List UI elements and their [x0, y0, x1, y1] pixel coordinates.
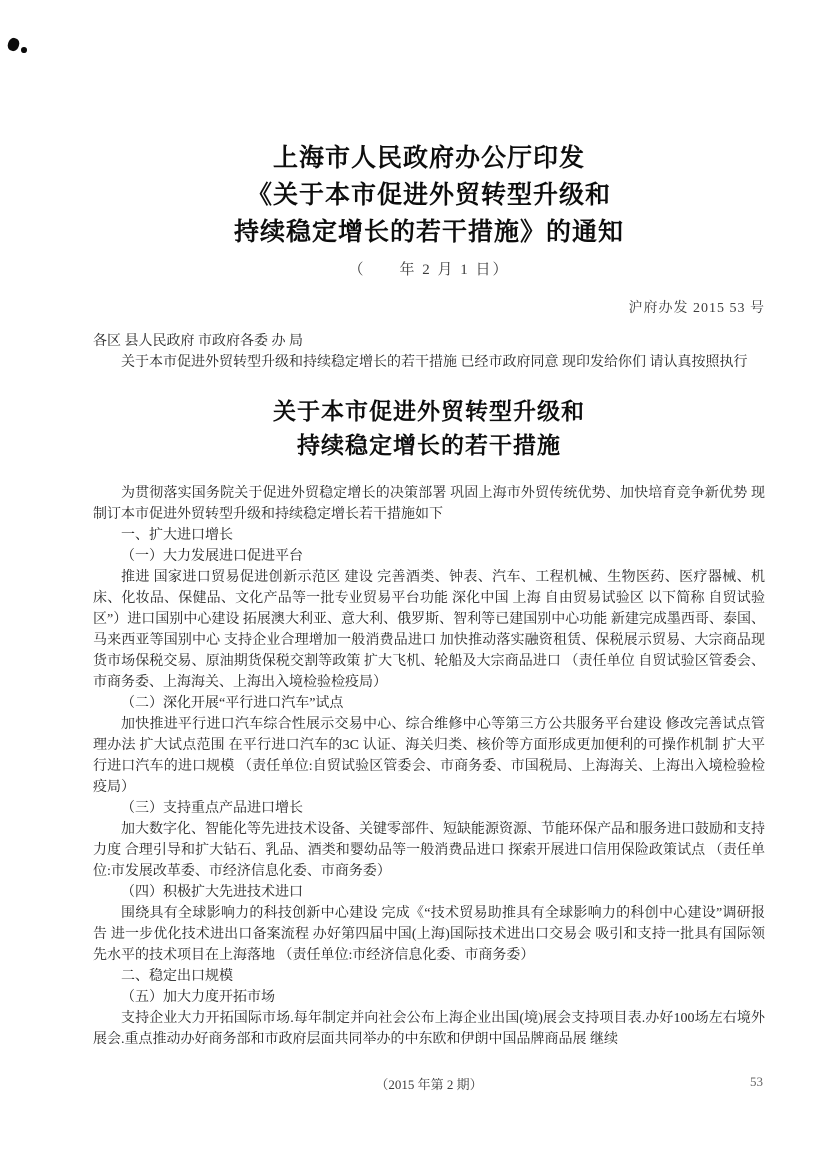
measures-title-line: 持续稳定增长的若干措施 — [297, 433, 561, 458]
notice-date: （ 年 2 月 1 日） — [348, 262, 510, 278]
section-heading: （一）大力发展进口促进平台 — [121, 549, 303, 564]
salutation: 各区 县人民政府 市政府各委 办 局 — [93, 334, 303, 349]
notice-title-line: 持续稳定增长的若干措施》的通知 — [233, 219, 624, 246]
scan-artifact — [6, 37, 21, 53]
section-heading: （三）支持重点产品进口增长 — [121, 801, 303, 816]
measures-title-line: 关于本市促进外贸转型升级和 — [273, 399, 585, 424]
measures-title — [93, 395, 765, 463]
section-heading: （二）深化开展“平行进口汽车”试点 — [121, 696, 344, 711]
body-paragraph: 加快推进平行进口汽车综合性展示交易中心、综合维修中心等第三方公共服务平台建设 修改完善试点管理办法 扩大试点范围 在平行进口汽车的3C 认证、海关归类、核价等方面形成更加便利的可操作机制 扩大平行进口汽车的进口规模 （责任单位:自贸试验区管委会、市商务委、市国税局、上海海关、上海出入境检验检疫局） — [93, 717, 765, 795]
document-number: 沪府办发 2015 53 号 — [628, 301, 765, 316]
preamble-paragraph: 关于本市促进外贸转型升级和持续稳定增长的若干措施 已经市政府同意 现印发给你们 请认真按照执行 — [121, 355, 748, 370]
body-paragraph: 支持企业大力开拓国际市场.每年制定并向社会公布上海企业出国(境)展会支持项目表.办好100场左右境外展会.重点推动办好商务部和市政府层面共同举办的中东欧和伊朗中国品牌商品展 继续 — [93, 1011, 765, 1047]
notice-title — [93, 140, 765, 251]
notice-title-line: 《关于本市促进外贸转型升级和 — [246, 182, 611, 209]
page-number: 53 — [750, 1074, 763, 1089]
section-heading: （五）加大力度开拓市场 — [121, 990, 275, 1005]
body-paragraph: 推进 国家进口贸易促进创新示范区 建设 完善酒类、钟表、汽车、工程机械、生物医药、医疗器械、机床、化妆品、保健品、文化产品等一批专业贸易平台功能 深化中国 上海 自由贸易试验区 以下简称 自贸试验区”）进口国别中心建设 拓展澳大利亚、意大利、俄罗斯、智利等已建国别中心功能 新建完成墨西哥、泰国、马来西亚等国别中心 支持企业合理增加一般消费品进口 加快推动落实融资租赁、保税展示贸易、大宗商品现货市场保税交易、原油期货保税交割等政策 扩大飞机、轮船及大宗商品进口 （责任单位 自贸试验区管委会、市商务委、上海海关、上海出入境检验检疫局） — [93, 570, 765, 690]
issue-info: （2015 年第 2 期） — [375, 1077, 483, 1092]
page-footer — [93, 1074, 765, 1093]
body-paragraph: 为贯彻落实国务院关于促进外贸稳定增长的决策部署 巩固上海市外贸传统优势、加快培育竞争新优势 现制订本市促进外贸转型升级和持续稳定增长若干措施如下 — [93, 486, 765, 522]
section-heading: （四）积极扩大先进技术进口 — [121, 885, 303, 900]
section-heading: 二、稳定出口规模 — [121, 969, 233, 984]
notice-title-line: 上海市人民政府办公厅印发 — [272, 145, 585, 172]
measures-body — [93, 483, 765, 1050]
body-paragraph: 围绕具有全球影响力的科技创新中心建设 完成《“技术贸易助推具有全球影响力的科创中心建设”调研报告 进一步优化技术进出口备案流程 办好第四届中国(上海)国际技术进出口交易会 吸引和支持一批具有国际领先水平的技术项目在上海落地 （责任单位:市经济信息化委、市商务委） — [93, 906, 765, 963]
scan-artifact — [21, 47, 27, 53]
body-paragraph: 加大数字化、智能化等先进技术设备、关键零部件、短缺能源资源、节能环保产品和服务进口鼓励和支持力度 合理引导和扩大钻石、乳品、酒类和婴幼品等一般消费品进口 探索开展进口信用保险政策试点 （责任单位:市发展改革委、市经济信息化委、市商务委） — [93, 822, 765, 879]
section-heading: 一、扩大进口增长 — [121, 528, 233, 543]
